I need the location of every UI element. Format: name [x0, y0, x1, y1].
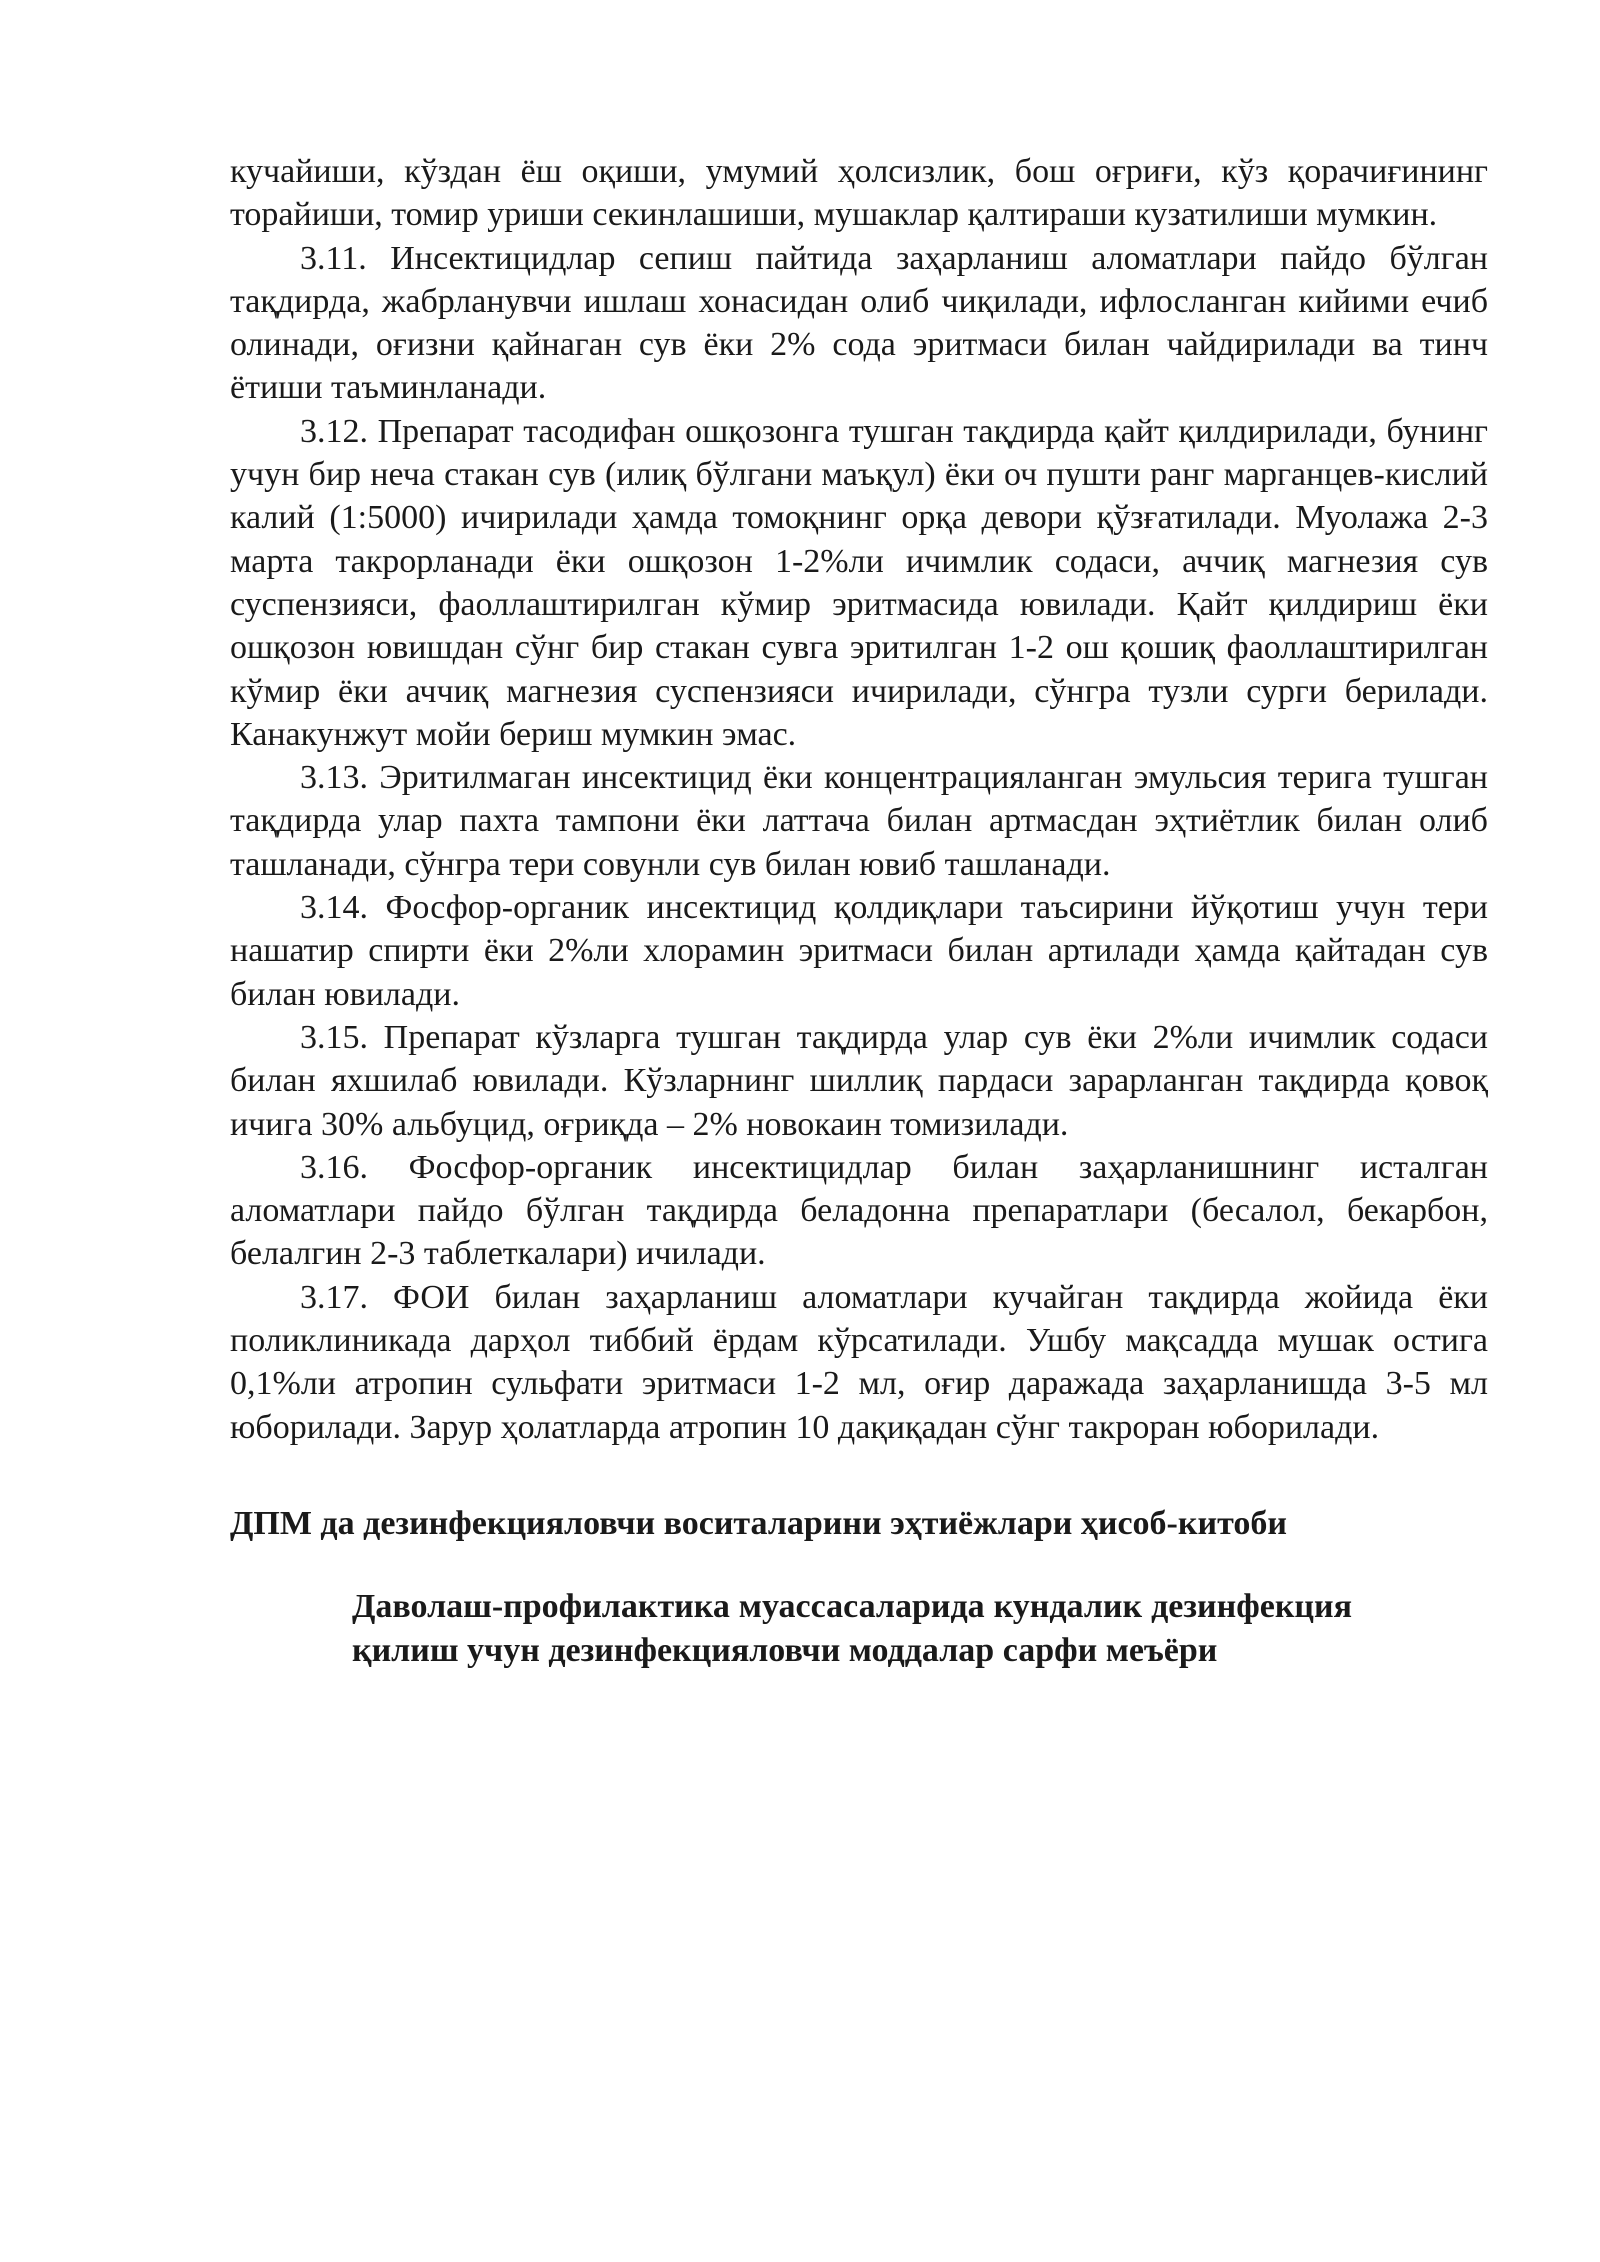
paragraph-3-14: 3.14. Фосфор-органик инсектицид қолдиқлари таъсирини йўқотиш учун тери нашатир спирти ёки 2%ли хлорамин эритмаси билан артилади ҳамда қайтадан сув билан ювилади.: [230, 889, 1488, 1013]
paragraph-3-16: 3.16. Фосфор-органик инсектицидлар билан заҳарланишнинг исталган аломатлари пайдо бўлган тақдирда беладонна препаратлари (бесалол, бекарбон, белалгин 2-3 таблеткалари) ичилади.: [230, 1148, 1488, 1273]
paragraph-3-13: 3.13. Эритилмаган инсектицид ёки концентрацияланган эмульсия терига тушган тақдирда улар пахта тампони ёки латтача билан артмасдан эҳтиётлик билан олиб ташланади, сўнгра тери совунли сув билан ювиб ташланади.: [230, 759, 1488, 883]
paragraph-3-12: 3.12. Препарат тасодифан ошқозонга тушган тақдирда қайт қилдирилади, бунинг учун бир неча стакан сув (илиқ бўлгани маъқул) ёки оч пушти ранг марганцев-кислий калий (1:5000) ичирилади ҳамда томоқнинг орқа девори қўзғатилади. Муолажа 2-3 марта такрорланади ёки ошқозон 1-2%ли ичимлик содаси, аччиқ магнезия сув суспензияси, фаоллаштирилган кўмир эритмасида ювилади. Қайт қилдириш ёки ошқозон ювишдан сўнг бир стакан сувга эритилган 1-2 ош қошиқ фаоллаштирилган кўмир ёки аччиқ магнезия суспензияси ичирилади, сўнгра тузли сурги берилади. Канакунжут мойи бериш мумкин эмас.: [230, 412, 1488, 753]
document-page: [230, 150, 1488, 1672]
paragraph-3-15: 3.15. Препарат кўзларга тушган тақдирда улар сув ёки 2%ли ичимлик содаси билан яхшилаб ювилади. Кўзларнинг шиллиқ пардаси зарарланган тақдирда қовоқ ичига 30% альбуцид, оғриқда – 2% новокаин томизилади.: [230, 1018, 1488, 1143]
section-subheading: Даволаш-профилактика муассасаларида кундалик дезинфекция қилиш учун дезинфекцияловчи моддалар сарфи меъёри: [352, 1588, 1352, 1669]
paragraph-3-11: 3.11. Инсектицидлар сепиш пайтида заҳарланиш аломатлари пайдо бўлган тақдирда, жабрланувчи ишлаш хонасидан олиб чиқилади, ифлосланган кийими ечиб олинади, оғизни қайнаган сув ёки 2% сода эритмаси билан чайдирилади ва тинч ётиши таъминланади.: [230, 239, 1488, 407]
section-heading: ДПМ да дезинфекцияловчи воситаларини эҳтиёжлари ҳисоб-китоби: [230, 1504, 1287, 1542]
paragraph-3-17: 3.17. ФОИ билан заҳарланиш аломатлари кучайган тақдирда жойида ёки поликлиникада дарҳол тиббий ёрдам кўрсатилади. Ушбу мақсадда мушак остига 0,1%ли атропин сульфати эритмаси 1-2 мл, оғир даражада заҳарланишда 3-5 мл юборилади. Зарур ҳолатларда атропин 10 дақиқадан сўнг такроран юборилади.: [230, 1278, 1488, 1446]
paragraph-continuation: кучайиши, кўздан ёш оқиши, умумий ҳолсизлик, бош оғриғи, кўз қорачиғининг торайиши, томир уриши секинлашиши, мушаклар қалтираши кузатилиши мумкин.: [230, 153, 1488, 234]
